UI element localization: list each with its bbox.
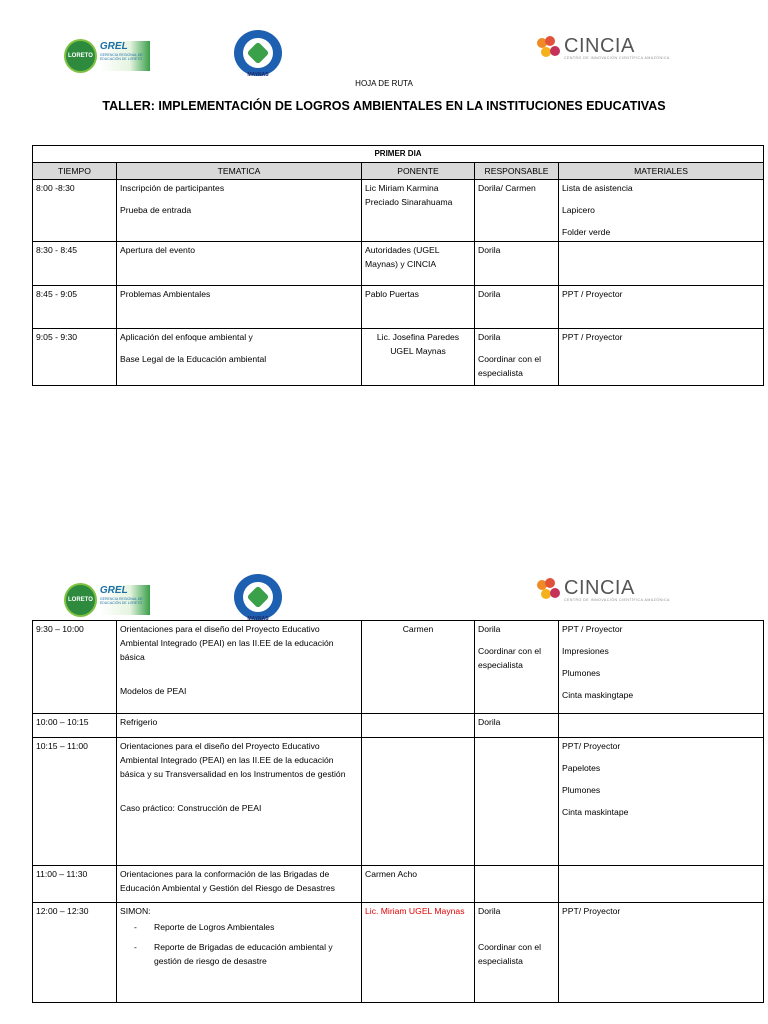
schedule-table-continued (32, 620, 764, 1003)
cell-tiempo: 8:30 - 8:45 (33, 242, 117, 286)
cell-tematica: Orientaciones para el diseño del Proyecto Educativo Ambiental Integrado (PEAI) en las II.EE de la educación básica y su Transversalidad en los Instrumentos de gestión Caso práctico: Construcción de PEAI (117, 738, 362, 866)
cell-ponente: Lic Miriam Karmina Preciado Sinarahuama (362, 180, 475, 242)
table-row (33, 866, 764, 903)
simon-list (120, 920, 358, 968)
simon-heading: SIMON: (120, 906, 151, 916)
ugel-maynas-logo: MAYNAS (234, 574, 282, 620)
cell-ponente (362, 714, 475, 738)
col-header-tematica: TEMATICA (117, 163, 362, 180)
page-title: TALLER: IMPLEMENTACIÓN DE LOGROS AMBIENTALES EN LA INSTITUCIONES EDUCATIVAS (102, 99, 666, 113)
cell-materiales: PPT/ Proyector (559, 903, 764, 1003)
cincia-subtitle: CENTRO DE INNOVACIÓN CIENTÍFICA AMAZÓNICA (564, 56, 670, 60)
cell-tiempo: 11:00 – 11:30 (33, 866, 117, 903)
cell-tiempo: 9:30 – 10:00 (33, 621, 117, 714)
cell-tiempo: 10:00 – 10:15 (33, 714, 117, 738)
cell-tematica (117, 903, 362, 1003)
cell-tematica: Aplicación del enfoque ambiental y Base Legal de la Educación ambiental (117, 329, 362, 386)
cell-tiempo: 8:45 - 9:05 (33, 286, 117, 329)
col-header-ponente: PONENTE (362, 163, 475, 180)
table-row (33, 286, 764, 329)
cell-materiales: PPT / Proyector (559, 329, 764, 386)
cell-materiales: Lista de asistencia Lapicero Folder verde (559, 180, 764, 242)
cell-tiempo: 12:00 – 12:30 (33, 903, 117, 1003)
cell-ponente: Lic. Josefina Paredes UGEL Maynas (362, 329, 475, 386)
grel-logo: LORETO GREL GERENCIA REGIONAL DE EDUCACIÓN DE LORETO (64, 582, 150, 618)
cell-ponente: Pablo Puertas (362, 286, 475, 329)
ugel-maynas-logo (234, 30, 282, 76)
cell-ponente: Lic. Miriam UGEL Maynas (362, 903, 475, 1003)
list-item: - Reporte de Brigadas de educación ambiental y gestión de riesgo de desastre (134, 940, 358, 968)
cell-responsable: Dorila (475, 286, 559, 329)
cell-responsable: Dorila (475, 714, 559, 738)
table-row (33, 621, 764, 714)
cell-tematica: Apertura del evento (117, 242, 362, 286)
cincia-logo: CINCIA CENTRO DE INNOVACIÓN CIENTÍFICA AMAZÓNICA (537, 578, 670, 602)
grel-seal-icon: LORETO (64, 39, 97, 73)
table-row (33, 329, 764, 386)
cell-responsable: Dorila (475, 242, 559, 286)
cell-responsable (475, 738, 559, 866)
grel-logo (64, 38, 150, 74)
cell-materiales (559, 714, 764, 738)
cell-ponente: Autoridades (UGEL Maynas) y CINCIA (362, 242, 475, 286)
grel-subtitle: GERENCIA REGIONAL DE EDUCACIÓN DE LORETO (99, 53, 143, 61)
table-row (33, 903, 764, 1003)
table-row (33, 714, 764, 738)
schedule-table-day1 (32, 145, 764, 386)
table-row (33, 242, 764, 286)
maynas-map-icon (247, 586, 270, 609)
col-header-materiales: MATERIALES (559, 163, 764, 180)
cincia-dots-icon (537, 36, 561, 60)
table-row (33, 180, 764, 242)
cell-tematica: Refrigerio (117, 714, 362, 738)
cell-responsable: Dorila Coordinar con el especialista (475, 903, 559, 1003)
grel-seal-icon: LORETO (64, 583, 97, 617)
cell-materiales: PPT/ Proyector Papelotes Plumones Cinta maskintape (559, 738, 764, 866)
cincia-dots-icon (537, 578, 561, 602)
cell-materiales: PPT / Proyector (559, 286, 764, 329)
cell-tiempo: 10:15 – 11:00 (33, 738, 117, 866)
maynas-map-icon (247, 42, 270, 65)
cell-tematica: Orientaciones para el diseño del Proyecto Educativo Ambiental Integrado (PEAI) en las II.EE de la educación básica Modelos de PEAI (117, 621, 362, 714)
cell-responsable: Dorila Coordinar con el especialista (475, 621, 559, 714)
cell-responsable (475, 866, 559, 903)
cincia-logo (537, 36, 670, 60)
list-item: - Reporte de Logros Ambientales (134, 920, 358, 934)
cell-ponente (362, 738, 475, 866)
table-header-row (33, 163, 764, 180)
cincia-title: CINCIA (564, 35, 635, 57)
cell-ponente: Carmen (362, 621, 475, 714)
cell-ponente: Carmen Acho (362, 866, 475, 903)
col-header-responsable: RESPONSABLE (475, 163, 559, 180)
cell-materiales (559, 866, 764, 903)
cell-materiales: PPT / Proyector Impresiones Plumones Cinta maskingtape (559, 621, 764, 714)
cell-tematica: Orientaciones para la conformación de las Brigadas de Educación Ambiental y Gestión del Riesgo de Desastres (117, 866, 362, 903)
grel-title: GREL (99, 41, 128, 52)
maynas-label: MAYNAS (247, 72, 269, 78)
cell-tiempo: 9:05 - 9:30 (33, 329, 117, 386)
table-caption: PRIMER DIA (33, 146, 764, 163)
cell-responsable: Dorila Coordinar con el especialista (475, 329, 559, 386)
cell-tematica: Inscripción de participantes Prueba de entrada (117, 180, 362, 242)
doc-type: HOJA DE RUTA (355, 79, 413, 88)
cell-materiales (559, 242, 764, 286)
table-row (33, 738, 764, 866)
cell-tematica: Problemas Ambientales (117, 286, 362, 329)
cell-responsable: Dorila/ Carmen (475, 180, 559, 242)
cell-tiempo: 8:00 -8:30 (33, 180, 117, 242)
col-header-tiempo: TIEMPO (33, 163, 117, 180)
